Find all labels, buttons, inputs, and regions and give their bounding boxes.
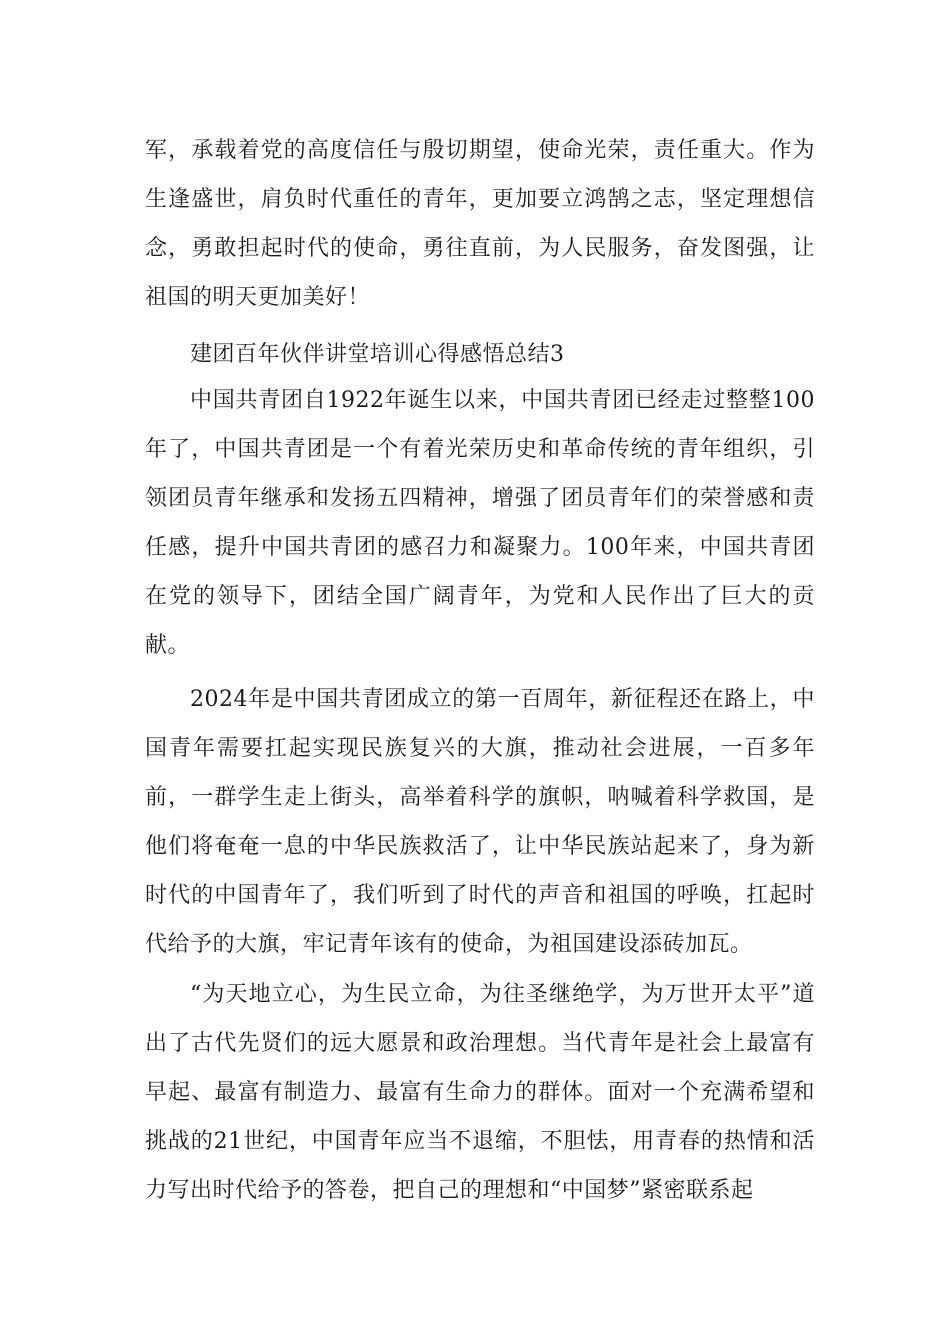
paragraph-continuation: 军，承载着党的高度信任与殷切期望，使命光荣，责任重大。作为生逢盛世，肩负时代重任的青年，更加要立鸿鹄之志，坚定理想信念，勇敢担起时代的使命，勇往直前，为人民服务，奋发图强，让祖国的明天更加美好！ <box>145 138 815 310</box>
paragraph-ideals: “为天地立心，为生民立命，为往圣继绝学，为万世开太平”道出了古代先贤们的远大愿景和政治理想。当代青年是社会上最富有早起、最富有制造力、最富有生命力的群体。面对一个充满希望和挑战的21世纪，中国青年应当不退缩，不胆怯，用青春的热情和活力写出时代给予的答卷，把自己的理想和“中国梦”紧密联系起 <box>145 982 815 1203</box>
paragraph-history: 中国共青团自1922年诞生以来，中国共青团已经走过整整100年了，中国共青团是一个有着光荣历史和革命传统的青年组织，引领团员青年继承和发扬五四精神，增强了团员青年们的荣誉感和责任感，提升中国共青团的感召力和凝聚力。100年来，中国共青团在党的领导下，团结全国广阔青年，为党和人民作出了巨大的贡献。 <box>145 388 815 658</box>
section-heading: 建团百年伙伴讲堂培训心得感悟总结3 <box>190 342 565 367</box>
paragraph-centennial: 2024年是中国共青团成立的第一百周年，新征程还在路上，中国青年需要扛起实现民族复兴的大旗，推动社会进展，一百多年前，一群学生走上街头，高举着科学的旗帜，呐喊着科学救国，是他们将奄奄一息的中华民族救活了，让中华民族站起来了，身为新时代的中国青年了，我们听到了时代的声音和祖国的呼唤，扛起时代给予的大旗，牢记青年该有的使命，为祖国建设添砖加瓦。 <box>145 687 815 957</box>
